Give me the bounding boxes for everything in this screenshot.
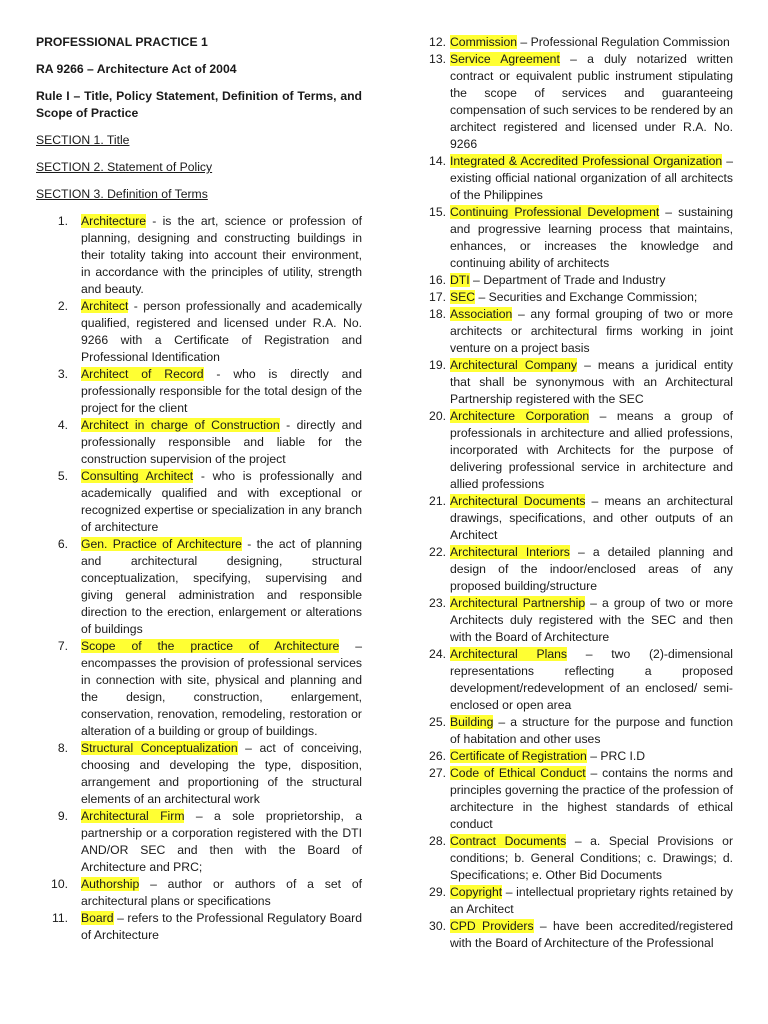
definition-number: 13. bbox=[429, 52, 446, 66]
definition-text: – a. Special Provisions or conditions; b. General Conditions; c. Drawings; d. Specifications; e. Other Bid Documents bbox=[450, 834, 733, 882]
definition-item bbox=[422, 153, 733, 204]
definition-term: Architectural Documents bbox=[450, 494, 586, 508]
definition-text: – Securities and Exchange Commission; bbox=[475, 290, 698, 304]
definition-item bbox=[422, 272, 733, 289]
definition-term: Certificate of Registration bbox=[450, 749, 587, 763]
definition-text: – sustaining and progressive learning process that maintains, enhances, or increases the knowledge and continuing ability of architects bbox=[450, 205, 734, 270]
definition-number: 4. bbox=[57, 418, 68, 432]
definition-text: – contains the norms and principles governing the practice of the profession of architecture in the highest standards of ethical conduct bbox=[450, 766, 733, 831]
definition-term: Copyright bbox=[450, 885, 503, 899]
definition-term: Association bbox=[450, 307, 513, 321]
definition-term: Architectural Plans bbox=[450, 647, 567, 661]
definition-text: – any formal grouping of two or more architects or architectural firms working in joint venture on a project basis bbox=[450, 307, 733, 355]
definition-item bbox=[422, 748, 733, 765]
definition-text: – Professional Regulation Commission bbox=[517, 35, 730, 49]
definition-term: Architectural Company bbox=[450, 358, 577, 372]
definition-item bbox=[422, 714, 733, 748]
definition-number: 22. bbox=[429, 545, 446, 559]
definition-term: Gen. Practice of Architecture bbox=[81, 537, 242, 551]
definition-text: - the act of planning and architectural designing, structural conceptualization, specifying, supervising and giving general administration and responsible direction to the erection, enlargement or alterations of buildings bbox=[81, 537, 363, 636]
definition-term: Architectural Partnership bbox=[450, 596, 586, 610]
definition-item bbox=[36, 638, 362, 740]
definition-text: - who is directly and professionally responsible for the total design of the project for the client bbox=[81, 367, 362, 415]
definition-item bbox=[422, 204, 733, 272]
definition-number: 30. bbox=[429, 919, 446, 933]
definition-term: Consulting Architect bbox=[81, 469, 194, 483]
definition-number: 27. bbox=[429, 766, 446, 780]
definition-text: - person professionally and academically qualified, registered and licensed under R.A. No. 9266 with a Certificate of Registration and Professional Identification bbox=[81, 299, 362, 364]
definition-term: Authorship bbox=[81, 877, 140, 891]
right-column bbox=[422, 34, 733, 952]
definition-text: – means a juridical entity that shall be synonymous with an Architectural Partnership registered with the SEC bbox=[450, 358, 734, 406]
definition-item bbox=[36, 740, 362, 808]
definition-item bbox=[422, 493, 733, 544]
definition-text: – two (2)-dimensional representations reflecting a proposed development/redevelopment of an enclosed/ semi-enclosed or open area bbox=[450, 647, 733, 712]
definition-text: – a duly notarized written contract or equivalent public instrument stipulating the scope of services and guaranteeing compensation of such services to be rendered by an architect registered and licensed under R.A. No. 9266 bbox=[450, 52, 733, 151]
definition-item bbox=[422, 918, 733, 952]
definition-term: Architecture Corporation bbox=[450, 409, 590, 423]
definition-item bbox=[422, 34, 733, 51]
definition-item bbox=[422, 833, 733, 884]
definition-number: 29. bbox=[429, 885, 446, 899]
definition-item bbox=[422, 51, 733, 153]
definition-number: 8. bbox=[57, 741, 68, 755]
definition-term: Service Agreement bbox=[450, 52, 560, 66]
definition-item bbox=[422, 884, 733, 918]
definition-text: – refers to the Professional Regulatory Board of Architecture bbox=[81, 911, 362, 942]
definitions-list-left bbox=[36, 213, 362, 944]
definition-term: Architecture bbox=[81, 214, 147, 228]
definition-term: Commission bbox=[450, 35, 518, 49]
section-policy: SECTION 2. Statement of Policy bbox=[36, 160, 213, 174]
definition-term: Structural Conceptualization bbox=[81, 741, 238, 755]
definition-text: – a structure for the purpose and function of habitation and other uses bbox=[450, 715, 733, 746]
definition-term: Code of Ethical Conduct bbox=[450, 766, 586, 780]
definition-item bbox=[36, 366, 362, 417]
definition-item bbox=[36, 468, 362, 536]
definition-number: 10. bbox=[51, 877, 68, 891]
definition-term: Building bbox=[450, 715, 494, 729]
definition-text: - is the art, science or profession of planning, designing and constructing buildings in their totality taking into account their environment, in accordance with the principles of utility, strength and beauty. bbox=[81, 214, 362, 296]
definition-term: SEC bbox=[450, 290, 476, 304]
definition-number: 24. bbox=[429, 647, 446, 661]
definition-number: 6. bbox=[57, 537, 68, 551]
definition-number: 16. bbox=[429, 273, 446, 287]
section-title: SECTION 1. Title bbox=[36, 133, 130, 147]
definition-term: Architectural Firm bbox=[81, 809, 185, 823]
definition-number: 28. bbox=[429, 834, 446, 848]
definition-text: - who is professionally and academically qualified and with exceptional or recognized expertise or specialization in any branch of architecture bbox=[81, 469, 362, 534]
definition-term: Contract Documents bbox=[450, 834, 567, 848]
definition-term: Board bbox=[81, 911, 114, 925]
definition-text: – a detailed planning and design of the indoor/enclosed areas of any proposed building/structure bbox=[450, 545, 733, 593]
definition-number: 19. bbox=[429, 358, 446, 372]
definition-number: 25. bbox=[429, 715, 446, 729]
section-definitions: SECTION 3. Definition of Terms bbox=[36, 187, 208, 201]
definition-number: 12. bbox=[429, 35, 446, 49]
definition-text: – means a group of professionals in architecture and allied professions, incorporated with Architects for the purpose of delivering professional service in architecture and allied professions bbox=[450, 409, 734, 491]
definition-number: 7. bbox=[57, 639, 68, 653]
definition-number: 2. bbox=[57, 299, 68, 313]
definition-text: – encompasses the provision of professional services in connection with site, physical and planning and the design, construction, enlargement, conservation, renovation, remodeling, restoration or alteration of a building or group of buildings. bbox=[81, 639, 362, 738]
definition-text: - directly and professionally responsible and liable for the construction supervision of the project bbox=[81, 418, 362, 466]
definition-item bbox=[36, 536, 362, 638]
definition-term: Architect of Record bbox=[81, 367, 204, 381]
definition-term: DTI bbox=[450, 273, 470, 287]
definition-number: 9. bbox=[57, 809, 68, 823]
definition-number: 5. bbox=[57, 469, 68, 483]
definition-text: – intellectual proprietary rights retained by an Architect bbox=[450, 885, 733, 916]
definition-text: – means an architectural drawings, specifications, and other outputs of an Architect bbox=[450, 494, 733, 542]
definition-item bbox=[422, 357, 733, 408]
definition-item bbox=[422, 595, 733, 646]
definition-item bbox=[422, 408, 733, 493]
definition-text: – have been accredited/registered with the Board of Architecture of the Professional bbox=[450, 919, 733, 950]
definition-term: Integrated & Accredited Professional Organization bbox=[450, 154, 723, 168]
definition-number: 20. bbox=[429, 409, 446, 423]
definition-text: – Department of Trade and Industry bbox=[469, 273, 666, 287]
definition-number: 11. bbox=[51, 911, 68, 925]
definition-number: 26. bbox=[429, 749, 446, 763]
definitions-list-right bbox=[422, 34, 733, 952]
definition-number: 21. bbox=[429, 494, 446, 508]
definition-item bbox=[36, 417, 362, 468]
definition-item bbox=[422, 306, 733, 357]
definition-item bbox=[36, 808, 362, 876]
definition-text: – author or authors of a set of architectural plans or specifications bbox=[81, 877, 362, 908]
definition-number: 15. bbox=[429, 205, 446, 219]
definition-number: 14. bbox=[429, 154, 446, 168]
definition-term: Scope of the practice of Architecture bbox=[81, 639, 340, 653]
definition-number: 18. bbox=[429, 307, 446, 321]
definition-number: 23. bbox=[429, 596, 446, 610]
definition-number: 1. bbox=[57, 214, 68, 228]
definition-term: CPD Providers bbox=[450, 919, 534, 933]
definition-item bbox=[422, 765, 733, 833]
definition-term: Architect bbox=[81, 299, 129, 313]
definition-text: – PRC I.D bbox=[586, 749, 646, 763]
definition-item bbox=[422, 289, 733, 306]
definition-text: – existing official national organization of all architects of the Philippines bbox=[450, 154, 733, 202]
document-heading: PROFESSIONAL PRACTICE 1 bbox=[36, 35, 208, 49]
law-title: RA 9266 – Architecture Act of 2004 bbox=[36, 62, 237, 76]
definition-item bbox=[36, 876, 362, 910]
definition-term: Continuing Professional Development bbox=[450, 205, 660, 219]
definition-item bbox=[36, 910, 362, 944]
definition-term: Architectural Interiors bbox=[450, 545, 570, 559]
definition-text: – act of conceiving, choosing and developing the type, disposition, arrangement and proportioning of the structural elements of an architectural work bbox=[81, 741, 363, 806]
definition-text: – a group of two or more Architects duly registered with the SEC and then with the Board of Architecture bbox=[450, 596, 733, 644]
definition-item bbox=[422, 544, 733, 595]
definition-term: Architect in charge of Construction bbox=[81, 418, 280, 432]
left-column bbox=[36, 34, 362, 944]
definition-number: 17. bbox=[429, 290, 446, 304]
definition-item bbox=[36, 213, 362, 298]
definition-item bbox=[36, 298, 362, 366]
definition-text: – a sole proprietorship, a partnership or a corporation registered with the DTI AND/OR SEC and then with the Board of Architecture and PRC; bbox=[81, 809, 362, 874]
rule-title: Rule I – Title, Policy Statement, Definition of Terms, and Scope of Practice bbox=[36, 89, 362, 120]
definition-item bbox=[422, 646, 733, 714]
definition-number: 3. bbox=[57, 367, 68, 381]
